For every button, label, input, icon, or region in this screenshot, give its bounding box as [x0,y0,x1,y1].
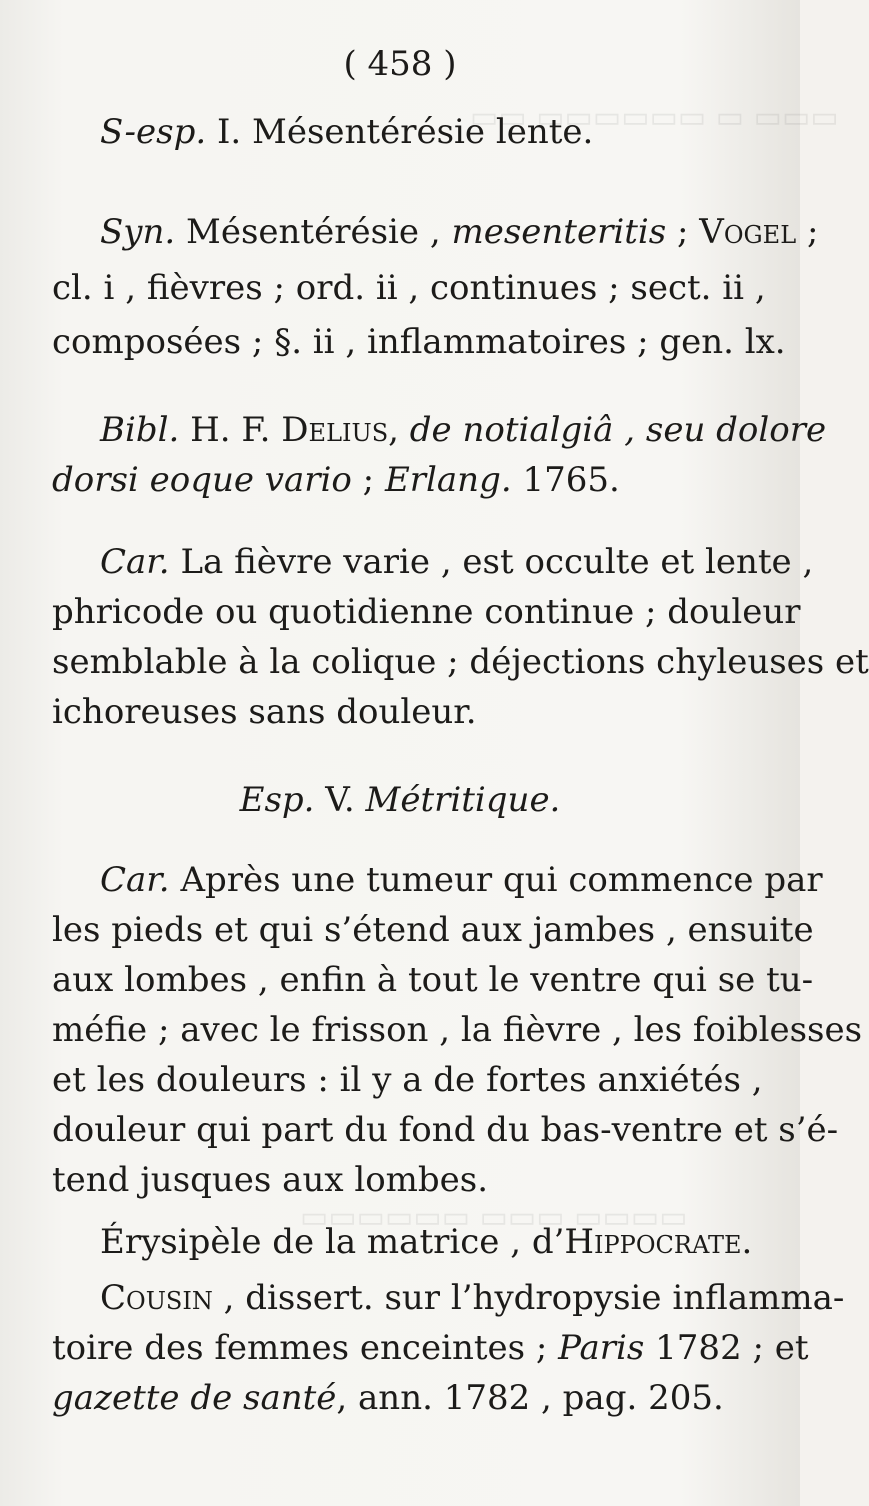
bleed-through-decoration: ▭▭▭ ▭ ▭▭▭▭▭▭ ▭▭ [470,100,839,135]
species-name: Métritique. [365,780,561,820]
character-1-line-4: ichoreuses sans douleur. [52,692,477,732]
synonymy-latin-term: mesenteritis [451,212,667,252]
reference-1 [100,1218,752,1266]
synonymy-label: Syn. [100,212,176,252]
sub-species-label: S-esp. [100,112,207,152]
character-2-line-3: aux lombes , enfin à tout le ventre qui se tu- [52,960,814,1000]
reference-1-author: Hippocrate. [564,1222,753,1262]
bibliography-author: H. F. Delius [190,410,389,450]
character-1-line-1 [100,538,814,586]
bibliography-year: 1765. [522,460,620,500]
character-1-label: Car. [100,542,170,582]
synonymy-author: ; Vogel ; [666,212,819,252]
character-2-line-4: méfie ; avec le frisson , la fièvre , les foiblesses [52,1010,863,1050]
synonymy-line-2: cl. i , fièvres ; ord. ii , continues ; sect. ii , [52,268,766,308]
bleed-through-decoration: ▭▭▭▭ ▭▭▭ ▭▭▭▭▭▭ [300,1200,688,1235]
reference-2-text: , ann. 1782 , pag. 205. [336,1378,724,1418]
reference-2-journal: gazette de santé [52,1378,337,1418]
reference-2-place: Paris [558,1328,645,1368]
character-2-line-2: les pieds et qui s’étend aux jambes , ensuite [52,910,814,950]
synonymy-text: Mésentérésie , [186,212,452,252]
synonymy-line-3: composées ; §. ii , inflammatoires ; gen. lx. [52,322,786,362]
bibliography-place: Erlang. [384,460,512,500]
character-2-label: Car. [100,860,170,900]
reference-2-line-2 [52,1324,809,1372]
sub-species-title: I. Mésentérésie lente. [216,112,594,152]
character-1-line-2: phricode ou quotidienne continue ; douleur [52,592,801,632]
bibliography-line-1: Bibl. H. F. Delius, de notialgiâ , seu dolore [100,410,827,450]
character-1-line-3: semblable à la colique ; déjections chyleuses et [52,642,869,682]
sub-species-heading [100,108,752,156]
reference-2-text: toire des femmes enceintes ; [52,1328,559,1368]
bibliography-title-part1: de notialgiâ , seu dolore [409,410,827,450]
bibliography-label: Bibl. [100,410,180,450]
character-2-line-5: et les douleurs : il y a de fortes anxiétés , [52,1060,763,1100]
species-number: V. [325,780,355,820]
bibliography-line-2: dorsi eoque vario ; Erlang. 1765. [52,460,620,500]
reference-1-text: Érysipèle de la matrice , d’ [100,1222,565,1262]
reference-2-line-1 [100,1274,845,1322]
reference-2-author: Cousin [100,1278,213,1318]
character-2-line-1 [100,856,823,904]
reference-2-text: 1782 ; et [644,1328,809,1368]
character-1-text: La fièvre varie , est occulte et lente , [180,542,814,582]
character-2-line-6: douleur qui part du fond du bas-ventre et s’é- [52,1110,839,1150]
reference-2-line-3 [52,1374,752,1422]
character-2-text: Après une tumeur qui commence par [180,860,823,900]
reference-2-text: , dissert. sur l’hydropysie inflamma- [223,1278,845,1318]
character-2-line-7: tend jusques aux lombes. [52,1160,489,1200]
species-heading [0,776,800,824]
synonymy-line-1 [100,208,819,256]
bibliography-title-part2: dorsi eoque vario [52,460,352,500]
page-number: ( 458 ) [343,44,457,84]
species-label: Esp. [239,780,315,820]
